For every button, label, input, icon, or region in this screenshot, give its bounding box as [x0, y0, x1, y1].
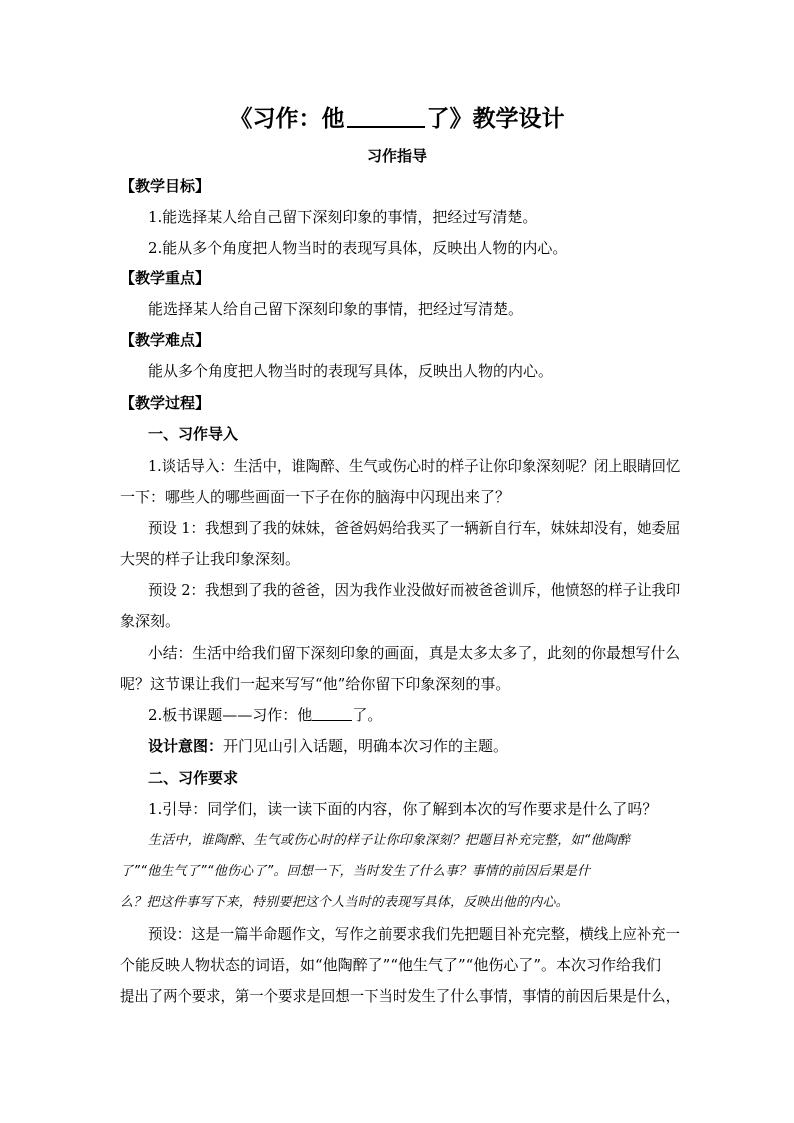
design-text: 开门见山引入话题，明确本次习作的主题。: [223, 737, 509, 755]
goals-heading: 【教学目标】: [120, 177, 211, 195]
difficulty-text: 能从多个角度把人物当时的表现写具体，反映出人物的内心。: [148, 362, 554, 380]
title-after: 了》教学设计: [426, 105, 565, 132]
title-before: 《习作：他: [229, 105, 345, 132]
summary-line-2: 呢？这节课让我们一起来写写“他”给你留下印象深刻的事。: [120, 675, 511, 693]
design-label: 设计意图：: [148, 737, 224, 755]
preset-line-3: 提出了两个要求，第一个要求是回想一下当时发生了什么事情，事情的前因后果是什么，: [120, 987, 681, 1005]
page-title: [0, 104, 794, 134]
quote-line-3: 么？把这件事写下来，特别要把这个人当时的表现写具体，反映出他的内心。: [120, 895, 569, 910]
preset-line-1: 预设：这是一篇半命题作文，写作之前要求我们先把题目补充完整，横线上应补充一: [148, 925, 681, 943]
goal-2: 2.能从多个角度把人物当时的表现写具体，反映出人物的内心。: [148, 239, 568, 257]
page-subtitle: 习作指导: [366, 147, 427, 165]
preset2-line-1: 预设 2：我想到了我的爸爸，因为我作业没做好而被爸爸训斥，他愤怒的样子让我印: [148, 581, 681, 599]
preset2-line-2: 象深刻。: [120, 612, 181, 630]
board-title-line: [148, 705, 680, 725]
preset1-line-2: 大哭的样子让我印象深刻。: [120, 550, 301, 568]
design-intent: [148, 736, 680, 756]
process-heading: 【教学过程】: [120, 394, 211, 412]
board-before: 2.板书课题——习作：他: [148, 706, 313, 724]
focus-text: 能选择某人给自己留下深刻印象的事情，把经过写清楚。: [148, 300, 524, 318]
board-blank-line: [312, 706, 352, 721]
difficulty-heading: 【教学难点】: [120, 331, 211, 349]
intro-line-2: 一下：哪些人的哪些画面一下子在你的脑海中闪现出来了？: [120, 488, 511, 506]
preset-line-2: 个能反映人物状态的词语，如“他陶醉了”“他生气了”“他伤心了”。本次习作给我们: [120, 956, 662, 974]
guide-line: 1.引导：同学们，读一读下面的内容，你了解到本次的写作要求是什么了吗？: [148, 800, 658, 818]
part1-heading: 一、习作导入: [148, 425, 239, 443]
goal-1: 1.能选择某人给自己留下深刻印象的事情，把经过写清楚。: [148, 208, 538, 226]
intro-line-1: 1.谈话导入：生活中，谁陶醉、生气或伤心时的样子让你印象深刻呢？闭上眼睛回忆: [148, 457, 681, 475]
quote-line-1: 生活中，谁陶醉、生气或伤心时的样子让你印象深刻？把题目补充完整，如“他陶醉: [148, 833, 631, 848]
part2-heading: 二、习作要求: [148, 769, 239, 787]
preset1-line-1: 预设 1：我想到了我的妹妹，爸爸妈妈给我买了一辆新自行车，妹妹却没有，她委屈: [148, 519, 681, 537]
title-blank-line: [347, 104, 425, 128]
board-after: 了。: [352, 706, 383, 724]
focus-heading: 【教学重点】: [120, 269, 211, 287]
summary-line-1: 小结：生活中给我们留下深刻印象的画面，真是太多太多了，此刻的你最想写什么: [148, 644, 681, 662]
quote-line-2: 了”“他生气了”“他伤心了”。回想一下，当时发生了什么事？事情的前因后果是什: [120, 864, 591, 879]
